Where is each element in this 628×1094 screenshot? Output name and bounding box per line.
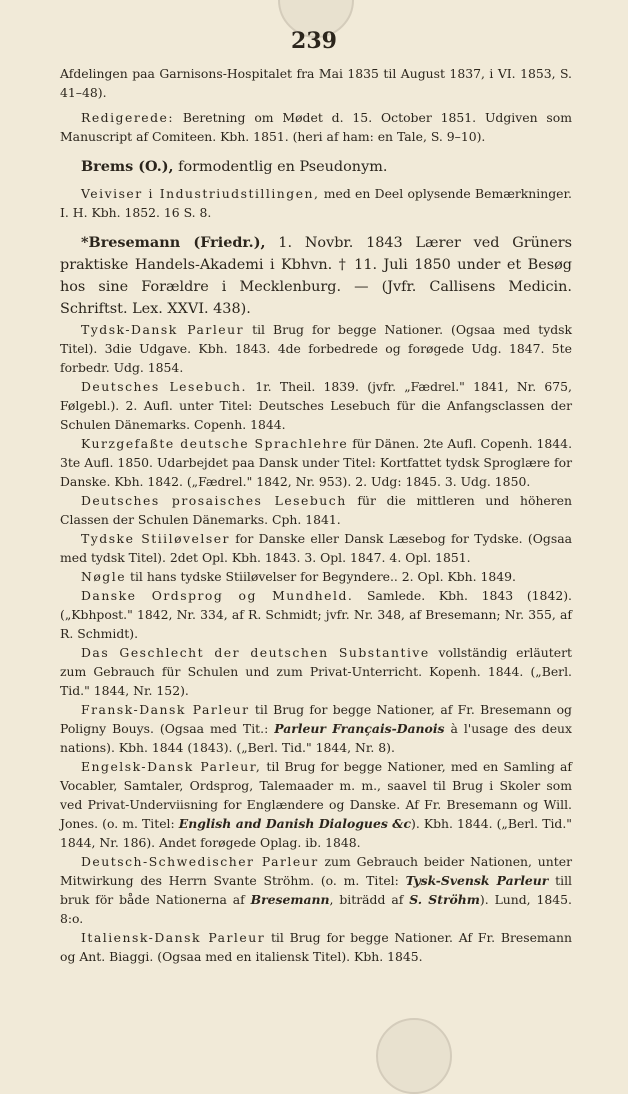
list-item: Tydske Stiiløvelser for Danske eller Dansk Læsebog for Tydske. (Ogsaa med tydsk Titel). 2det Opl. Kbh. 1843. 3. Opl. 1847. 4. Opl. 1851. — [60, 531, 572, 565]
list-item: Deutsches Lesebuch. 1r. Theil. 1839. (jvfr. „Fædrel." 1841, Nr. 675, Følgebl.). 2. Aufl. unter Titel: Deutsches Lesebuch für die Anfangsclassen der Schulen Dänemarks. Copenh. 1844. — [60, 379, 572, 432]
list-item: Engelsk-Dansk Parleur, til Brug for begge Nationer, med en Samling af Vocabler, Samtaler, Ordsprog, Talemaader m. m., saavel til Brug i Skoler som ved Privat-Underviisning for Englændere og Danske. Af Fr. Bresemann og Will. Jones. (o. m. Titel: English and Danish Dialogues &c). Kbh. 1844. („Berl. Tid." 1844, Nr. 186). Andet forøgede Oplag. ib. 1848. — [60, 759, 572, 850]
page-number: 239 — [291, 28, 337, 54]
list-item: Deutsch-Schwedischer Parleur zum Gebrauch beider Nationen, unter Mitwirkung des Herrn Svante Ströhm. (o. m. Titel: Tysk-Svensk Parleur till bruk för både Nationerna af Bresemann, biträdd af S. Ströhm). Lund, 1845. 8:o. — [60, 854, 573, 926]
list-item: Redigerede: Beretning om Mødet d. 15. October 1851. Udgiven som Manuscript af Comiteen. Kbh. 1851. (heri af ham: en Tale, S. 9–10). — [60, 110, 572, 144]
list-item: Veiviser i Industriudstillingen, med en Deel oplysende Bemærkninger. I. H. Kbh. 1852. 16 S. 8. — [60, 186, 572, 220]
list-item: Das Geschlecht der deutschen Substantive vollständig erläutert zum Gebrauch für Schulen und zum Privat-Unterricht. Kopenh. 1844. („Berl. Tid." 1844, Nr. 152). — [60, 645, 572, 698]
list-item: Kurzgefaßte deutsche Sprachlehre für Dänen. 2te Aufl. Copenh. 1844. 3te Aufl. 1850. Udarbejdet paa Dansk under Titel: Kortfattet tydsk Sproglære for Danske. Kbh. 1842. („Fædrel." 1842, Nr. 953). 2. Udg: 1845. 3. Udg. 1850. — [60, 436, 573, 489]
list-item: Nøgle til hans tydske Stiiløvelser for Begyndere.. 2. Opl. Kbh. 1849. — [81, 569, 516, 584]
list-item: Deutsches prosaisches Lesebuch für die mittleren und höheren Classen der Schulen Dänemarks. Cph. 1841. — [60, 493, 572, 527]
author-heading: *Bresemann (Friedr.), 1. Novbr. 1843 Lærer ved Grüners praktiske Handels-Akademi i Kbhvn. † 11. Juli 1850 under et Besøg hos sine Forældre i Mecklenburg. — (Jvfr. Callisens Medicin. Schriftst. Lex. XXVI. 438). — [60, 234, 572, 317]
author-heading: Brems (O.), formodentlig en Pseudonym. — [81, 158, 388, 175]
list-item: Italiensk-Dansk Parleur til Brug for begge Nationer. Af Fr. Bresemann og Ant. Biaggi. (Ogsaa med en italiensk Titel). Kbh. 1845. — [60, 930, 572, 964]
list-item: Tydsk-Dansk Parleur til Brug for begge Nationer. (Ogsaa med tydsk Titel). 3die Udgave. Kbh. 1843. 4de forbedrede og forøgede Udg. 1847. 5te forbedr. Udg. 1854. — [60, 322, 572, 375]
continued-entry: Afdelingen paa Garnisons-Hospitalet fra Mai 1835 til August 1837, i VI. 1853, S. 41–48). — [60, 66, 572, 100]
library-stamp-bottom — [376, 1018, 452, 1094]
bibliography-text — [60, 64, 572, 966]
list-item: Fransk-Dansk Parleur til Brug for begge Nationer, af Fr. Bresemann og Poligny Bouys. (Ogsaa med Tit.: Parleur Français-Danois à l'usage des deux nations). Kbh. 1844 (1843). („Berl. Tid." 1844, Nr. 8). — [60, 702, 572, 755]
list-item: Danske Ordsprog og Mundheld. Samlede. Kbh. 1843 (1842). („Kbhpost." 1842, Nr. 334, af R. Schmidt; jvfr. Nr. 348, af Bresemann; Nr. 355, af R. Schmidt). — [60, 588, 572, 641]
